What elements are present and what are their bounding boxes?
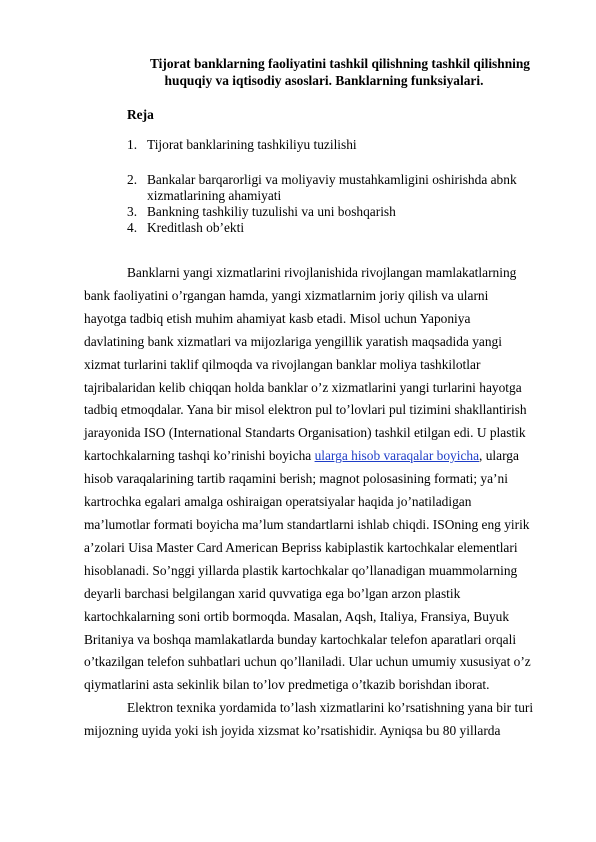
- text-line-with-link: [84, 445, 559, 468]
- text-line: a’zolari Uisa Master Card American Bepriss kabiplastik kartochkalar elementlari: [84, 539, 518, 555]
- plan-list: [127, 172, 547, 236]
- plan-list: [127, 137, 547, 153]
- text-line: kartochkalarning soni ortib bormoqda. Masalan, Aqsh, Italiya, Fransiya, Buyuk: [84, 608, 510, 624]
- plan-item-text-line: xizmatlarining ahamiyati: [147, 188, 282, 203]
- text-line: hayotga tadbiq etish muhim ahamiyat kasb etadi. Misol uchun Yaponiya: [84, 310, 471, 326]
- plan-item: [127, 172, 547, 204]
- text-line: xizmat turlarini taklif qilmoqda va rivojlangan banklar moliya tashkilotlar: [84, 356, 481, 372]
- text-fragment: kartochkalarning tashqi ko’rinishi boyicha: [84, 448, 315, 464]
- plan-item-number: 2.: [127, 172, 138, 187]
- plan-item-text: Bankning tashkiliy tuzulishi va uni boshqarish: [147, 204, 396, 219]
- text-line: bank faoliyatini o’rgangan hamda, yangi xizmatlarnim joriy qilish va ularni: [84, 287, 489, 303]
- text-line: tadbiq etmoqdalar. Yana bir misol elektron pul to’lovlari pul tizimini shakllantirish: [84, 402, 527, 418]
- text-line: kartrochka egalari amalga oshiraigan operatsiyalar haqida jo’natiladigan: [84, 494, 472, 510]
- title-line-2: huquqiy va iqtisodiy asoslari. Banklarning funksiyalari.: [164, 73, 484, 88]
- plan-item-number: 1.: [127, 137, 138, 152]
- plan-item: [127, 204, 547, 220]
- plan-item: [127, 137, 547, 153]
- text-line: davlatining bank xizmatlari va mijozlariga yengillik yaratish maqsadida yangi: [84, 333, 502, 349]
- hyperlink[interactable]: ularga hisob varaqalar boyicha: [314, 448, 480, 464]
- plan-item-text-line: Bankalar barqarorligi va moliyaviy mustahkamligini oshirishda abnk: [147, 172, 517, 187]
- plan-heading: Reja: [127, 107, 154, 122]
- text-line: o’tkazilgan telefon suhbatlari uchun qo’llaniladi. Ular uchun umumiy xususiyat o’z: [84, 654, 531, 670]
- text-line: Britaniya va boshqa mamlakatlarda bunday kartochkalar telefon aparatlari orqali: [84, 631, 517, 647]
- plan-item-number: 3.: [127, 204, 138, 219]
- text-line: tajribalaridan kelib chiqqan holda banklar o’z xizmatlarini yangi turlarini hayotga: [84, 379, 522, 395]
- text-line: Banklarni yangi xizmatlarini rivojlanishida rivojlangan mamlakatlarning: [127, 265, 517, 280]
- plan-item-number: 4.: [127, 220, 138, 235]
- plan-item-text: Tijorat banklarining tashkiliyu tuzilishi: [147, 137, 357, 152]
- title-line-1: Tijorat banklarning faoliyatini tashkil qilishning tashkil qilishning: [149, 56, 531, 71]
- text-line: hisob varaqalarining tartib raqamini berish; magnot polosasining formati; ya’ni: [84, 471, 508, 487]
- text-line: jarayonida ISO (International Standarts Organisation) tashkil etilgan edi. U plastik: [84, 425, 526, 441]
- document-title: [120, 55, 560, 89]
- body-paragraph-1: [84, 262, 559, 743]
- text-line: deyarli barchasi belgilangan xarid quvvatiga ega bo’lgan arzon plastik: [84, 585, 461, 601]
- text-line: mijozning uyida yoki ish joyida xizsmat ko’rsatishidir. Ayniqsa bu 80 yillarda: [84, 723, 501, 739]
- plan-item-text: Kreditlash ob’ekti: [147, 220, 245, 235]
- text-line: hisoblanadi. So’nggi yillarda plastik kartochkalar qo’llanadigan muammolarning: [84, 562, 518, 578]
- text-line: qiymatlarini asta sekinlik bilan to’lov predmetiga o’tkazib borishdan iborat.: [84, 677, 490, 693]
- plan-item: [127, 220, 547, 236]
- text-fragment: , ularga: [479, 448, 519, 464]
- text-line: ma’lumotlar formati boyicha ma’lum standartlarni ishlab chiqdi. ISOning eng yirik: [84, 516, 530, 532]
- plan-item-text: [147, 172, 547, 204]
- text-line: Elektron texnika yordamida to’lash xizmatlarini ko’rsatishning yana bir turi: [127, 700, 534, 716]
